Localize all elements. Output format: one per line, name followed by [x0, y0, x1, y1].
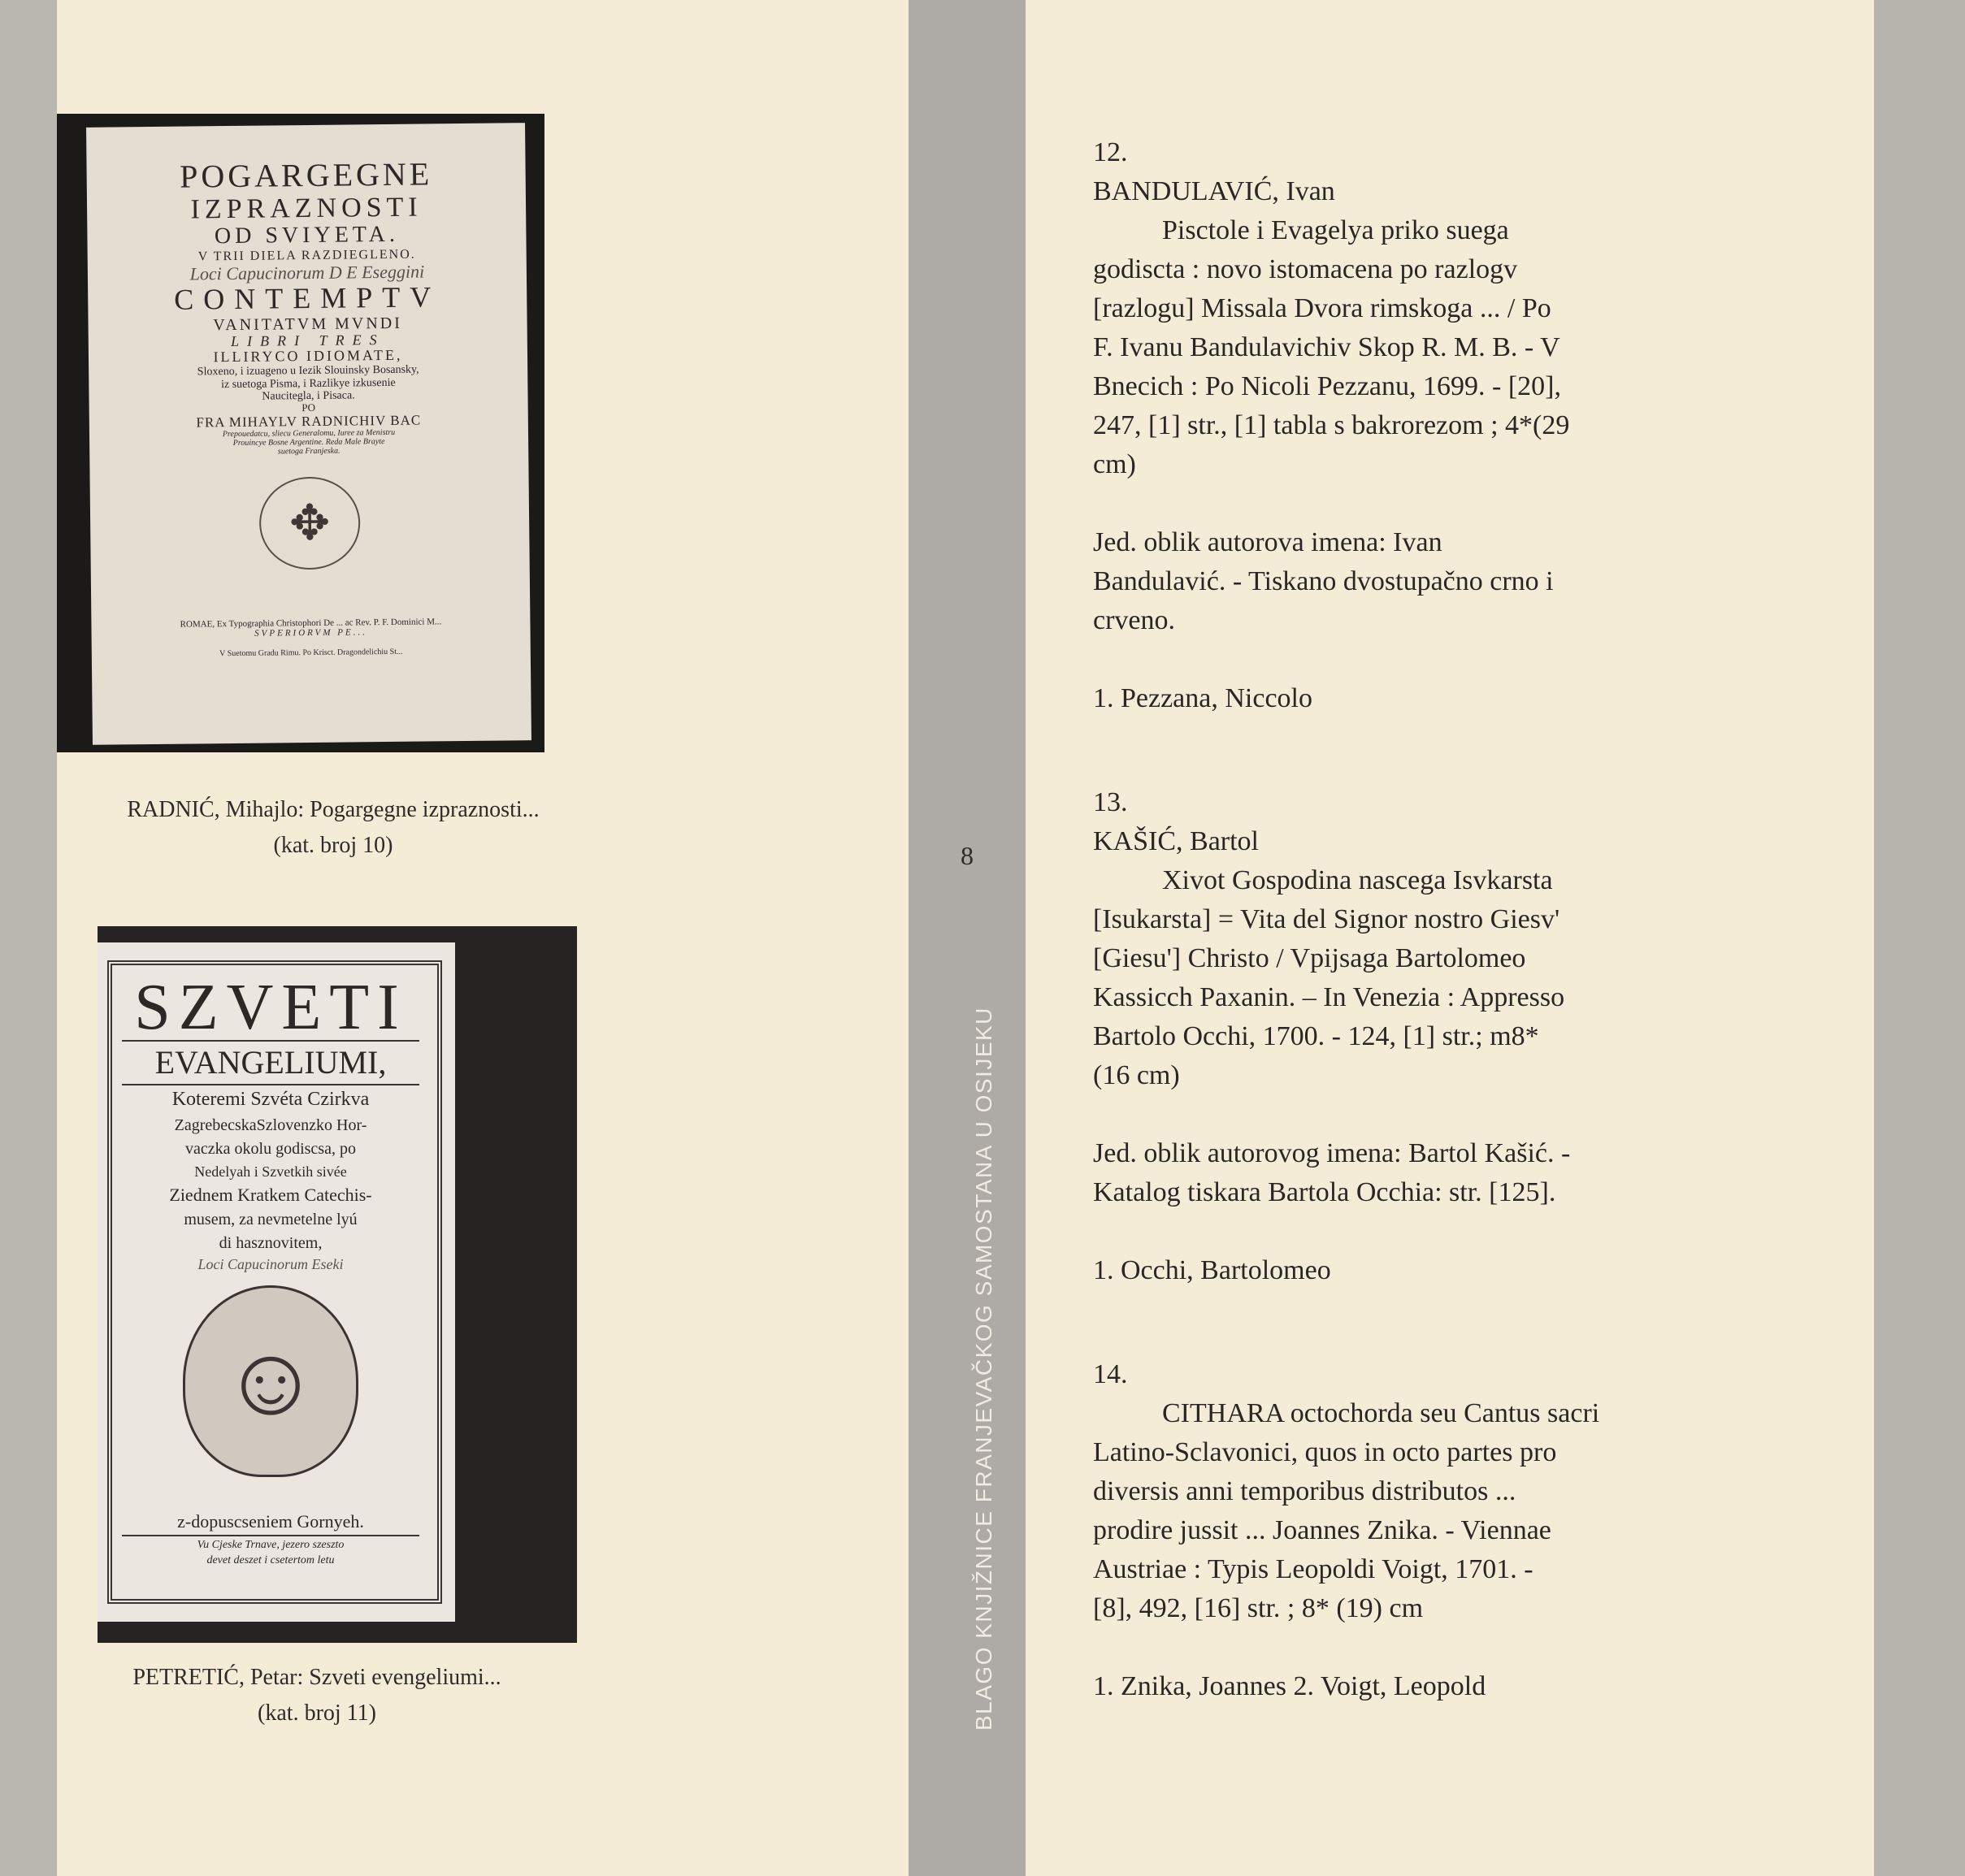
entry-description-line: Bnecich : Po Nicoli Pezzanu, 1699. - [20], — [1093, 371, 1561, 401]
tp-line: musem, za nevmetelne lyú — [184, 1210, 358, 1228]
title-page-petretic — [98, 942, 455, 1622]
entry-heading: KAŠIĆ, Bartol — [1093, 826, 1259, 856]
tp-handwriting: Loci Capucinorum Eseki — [197, 1255, 344, 1272]
tp-line: OD SVIYETA. — [214, 222, 400, 249]
caption-line: RADNIĆ, Mihajlo: Pogargegne izpraznosti... — [127, 797, 540, 822]
caption-line: (kat. broj 10) — [273, 833, 393, 858]
tp-line: Nedelyah i Szvetkih sivée — [194, 1163, 347, 1180]
tp-line: ROMAE, Ex Typographia Christophori De ... ac Rev. P. F. Dominici M... — [180, 617, 442, 630]
tp-line: EVANGELIUMI, — [122, 1040, 419, 1085]
tp-line: Sloxeno, i izuageno u Iezik Slouinsky Bosansky, — [197, 363, 419, 379]
tp-line: ZagrebecskaSzlovenzko Hor- — [174, 1116, 367, 1134]
entry-description-line: F. Ivanu Bandulavichiv Skop R. M. B. - V — [1093, 332, 1560, 362]
entry-index-line: 1. Znika, Joannes 2. Voigt, Leopold — [1093, 1671, 1486, 1701]
entry-description-line: (16 cm) — [1093, 1060, 1180, 1090]
woodcut-portrait: ☺ — [183, 1285, 358, 1477]
tp-line: Prepouedatcu, sliecu Generalomu, Iuree za Menistru — [222, 428, 396, 440]
page-number: 8 — [961, 841, 974, 870]
tp-line: VANITATVM MVNDI — [213, 314, 402, 334]
tp-line: Vu Cjeske Trnave, jezero szeszto — [197, 1538, 345, 1551]
spine-title-text: BLAGO KNJIŽNICE FRANJEVAČKOG SAMOSTANA U OSIJEKU — [971, 1007, 996, 1731]
tp-line: Prouincye Bosne Argentine. Reda Male Brayte — [232, 437, 385, 448]
tp-line: V Suetomu Gradu Rimu. Po Krisct. Dragondelichiu St... — [219, 647, 403, 658]
entry-description-line: Xivot Gospodina nascega Isvkarsta — [1162, 865, 1553, 895]
entry-description-line: [8], 492, [16] str. ; 8* (19) cm — [1093, 1593, 1424, 1623]
right-page-edge — [1874, 0, 1965, 1876]
tp-line: SZVETI — [134, 972, 407, 1043]
tp-handwriting: Loci Capucinorum D E Eseggini — [189, 261, 425, 284]
entry-index-line: 1. Occhi, Bartolomeo — [1093, 1255, 1331, 1285]
entry-number: 14. — [1093, 1359, 1128, 1389]
entry-note-line: Katalog tiskara Bartola Occhia: str. [125]. — [1093, 1177, 1556, 1207]
tp-line: PO — [301, 401, 316, 414]
title-page-woodcut: ✥ — [259, 477, 361, 570]
entry-description-line: Kassicch Paxanin. – In Venezia : Appresso — [1093, 982, 1565, 1012]
entry-note-line: Jed. oblik autorovog imena: Bartol Kašić. - — [1093, 1138, 1571, 1168]
entry-description-line: prodire jussit ... Joannes Znika. - Viennae — [1093, 1515, 1551, 1545]
tp-line: FRA MIHAYLV RADNICHIV BAC — [196, 412, 422, 431]
gutter-band — [909, 0, 1026, 1876]
entry-description-line: CITHARA octochorda seu Cantus sacri — [1162, 1398, 1600, 1428]
catalog-entry-12 — [1093, 133, 1711, 718]
tp-line: z-dopuscseniem Gornyeh. — [122, 1510, 419, 1536]
tp-line: vaczka okolu godiscsa, po — [185, 1139, 356, 1158]
tp-line: IZPRAZNOSTI — [190, 192, 423, 225]
entry-description-line: [Giesu'] Christo / Vpijsaga Bartolomeo — [1093, 943, 1526, 973]
photo-petretic-title-page — [98, 926, 577, 1643]
entry-index-line: 1. Pezzana, Niccolo — [1093, 683, 1312, 713]
caption-line: PETRETIĆ, Petar: Szveti evengeliumi... — [132, 1665, 501, 1690]
entry-description-line: Pisctole i Evagelya priko suega — [1162, 215, 1509, 245]
entry-heading: BANDULAVIĆ, Ivan — [1093, 176, 1335, 206]
tp-line: LIBRI TRES — [230, 331, 385, 349]
entry-description-line: diversis anni temporibus distributos ... — [1093, 1476, 1516, 1506]
entry-note-line: Jed. oblik autorova imena: Ivan — [1093, 527, 1442, 557]
caption-line: (kat. broj 11) — [258, 1701, 376, 1726]
tp-line: Ziednem Kratkem Catechis- — [169, 1184, 372, 1205]
entry-description-line: Austriae : Typis Leopoldi Voigt, 1701. - — [1093, 1554, 1533, 1584]
tp-line: Koteremi Szvéta Czirkva — [171, 1089, 370, 1110]
caption-petretic — [73, 1660, 561, 1731]
catalog-entry-13 — [1093, 783, 1711, 1290]
tp-line: Naucitegla, i Pisaca. — [262, 389, 355, 403]
left-page-edge — [0, 0, 57, 1876]
caption-radnic — [73, 792, 593, 864]
tp-line: CONTEMPTV — [174, 280, 441, 316]
entry-description-line: Bartolo Occhi, 1700. - 124, [1] str.; m8* — [1093, 1021, 1539, 1051]
entry-note-line: Bandulavić. - Tiskano dvostupačno crno i — [1093, 566, 1554, 596]
photo-radnic-title-page — [57, 114, 544, 752]
tp-line: suetoga Franjeska. — [277, 446, 341, 457]
tp-line: di hasznovitem, — [219, 1233, 323, 1252]
entry-description-line: cm) — [1093, 449, 1136, 479]
entry-description-line: Latino-Sclavonici, quos in octo partes pro — [1093, 1437, 1557, 1467]
entry-number: 13. — [1093, 787, 1128, 817]
tp-line: iz suetoga Pisma, i Razlikye izkusenie — [220, 376, 396, 391]
tp-line: ILLIRYCO IDIOMATE, — [213, 347, 403, 366]
entry-description-line: godiscta : novo istomacena po razlogv — [1093, 254, 1518, 284]
tp-line: POGARGEGNE — [179, 155, 433, 195]
title-page-radnic — [86, 123, 531, 745]
catalog-entry-14 — [1093, 1355, 1711, 1706]
entry-description-line: 247, [1] str., [1] tabla s bakrorezom ; 4*(29 — [1093, 410, 1570, 440]
tp-line: V TRII DIELA RAZDIEGLENO. — [197, 247, 416, 264]
tp-line: SVPERIORVM PE... — [254, 627, 368, 639]
entry-description-line: [razlogu] Missala Dvora rimskoga ... / Po — [1093, 293, 1551, 323]
entry-note-line: crveno. — [1093, 605, 1176, 635]
tp-line: devet deszet i csetertom letu — [206, 1553, 335, 1566]
entry-description-line: [Isukarsta] = Vita del Signor nostro Giesv' — [1093, 904, 1560, 934]
entry-number: 12. — [1093, 137, 1128, 167]
